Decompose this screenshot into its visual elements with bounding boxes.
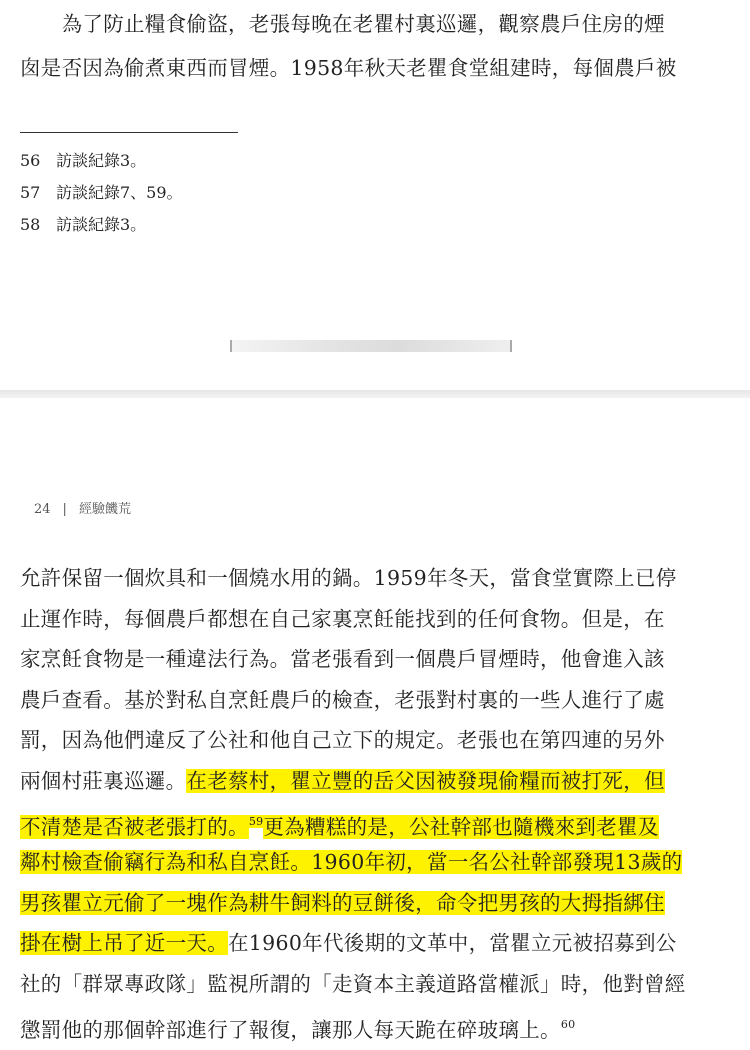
running-head	[34, 498, 131, 517]
text-run: 罰，因為他們違反了公社和他自己立下的規定。老張也在第四連的另外	[20, 728, 665, 753]
body-line	[20, 639, 732, 679]
top-page	[0, 0, 750, 390]
text-run: 懲罰他的那個幹部進行了報復，讓那人每天跪在碎玻璃上。	[20, 1017, 561, 1042]
text-run: 農戶查看。基於對私自烹飪農戶的檢查，老張對村裏的一些人進行了處	[20, 687, 665, 712]
footnote-text: 訪談紀錄7、59。	[56, 183, 183, 202]
footnote-text: 訪談紀錄3。	[56, 215, 147, 234]
page-separator	[0, 390, 750, 398]
footnote-text: 訪談紀錄3。	[56, 151, 147, 170]
body-line	[20, 923, 732, 963]
footnote-rule	[20, 132, 238, 133]
text-run: 兩個村莊裏巡邏。	[20, 769, 187, 793]
text-run: 止運作時，每個農戶都想在自己家裏烹飪能找到的任何食物。但是，在	[20, 606, 665, 631]
footnote-number: 56	[20, 151, 41, 170]
footnote	[20, 212, 146, 238]
bottom-page	[0, 398, 750, 1046]
highlighted-text: 不清楚是否被老張打的。	[20, 814, 249, 839]
body-line	[20, 842, 732, 882]
body-line: 囱是否因為偷煮東西而冒煙。1958年秋天老瞿食堂組建時，每個農戶被	[20, 56, 677, 80]
body-line	[20, 802, 732, 842]
text-run: 在1960年代後期的文革中，當瞿立元被招募到公	[228, 931, 677, 956]
pagebar-right-tick	[510, 340, 512, 352]
pagebar-left-tick	[230, 340, 232, 352]
text-run: 家烹飪食物是一種違法行為。當老張看到一個農戶冒煙時，他會進入該	[20, 647, 665, 672]
footnote	[20, 180, 183, 206]
highlighted-text: 更為糟糕的是，公社幹部也隨機來到老瞿及	[263, 814, 659, 839]
book-title: 經驗饑荒	[78, 502, 131, 517]
footnote-ref: 60	[560, 1017, 576, 1031]
body-line	[20, 599, 732, 639]
body-line	[20, 558, 732, 598]
running-head-separator: |	[62, 502, 67, 517]
highlighted-text: 在老蔡村，瞿立豐的岳父因被發現偷糧而被打死，但	[186, 769, 665, 793]
page-number: 24	[34, 502, 51, 517]
text-run: 允許保留一個炊具和一個燒水用的鍋。1959年冬天，當食堂實際上已停	[20, 566, 677, 590]
highlighted-text: 男孩瞿立元偷了一塊作為耕牛飼料的豆餅後，命令把男孩的大拇指綁住	[20, 890, 665, 915]
highlighted-text: 鄰村檢查偷竊行為和私自烹飪。1960年初，當一名公社幹部發現13歲的	[20, 850, 683, 875]
highlighted-text: 掛在樹上吊了近一天。	[20, 931, 228, 956]
text-run: 社的「群眾專政隊」監視所謂的「走資本主義道路當權派」時，他對曾經	[20, 972, 686, 996]
body-line	[20, 720, 732, 760]
body-line	[20, 883, 732, 923]
footnote-ref: 59	[248, 814, 264, 828]
footnote-number: 58	[20, 215, 41, 234]
body-line	[20, 1005, 732, 1045]
body-line: 為了防止糧食偷盜，老張每晚在老瞿村裏巡邏，觀察農戶住房的煙	[20, 12, 665, 36]
footnote	[20, 148, 146, 174]
body-line	[20, 680, 732, 720]
body-line	[20, 964, 732, 1004]
body-line	[20, 761, 732, 801]
page-scroll-bar[interactable]	[230, 340, 512, 352]
footnote-number: 57	[20, 183, 41, 202]
